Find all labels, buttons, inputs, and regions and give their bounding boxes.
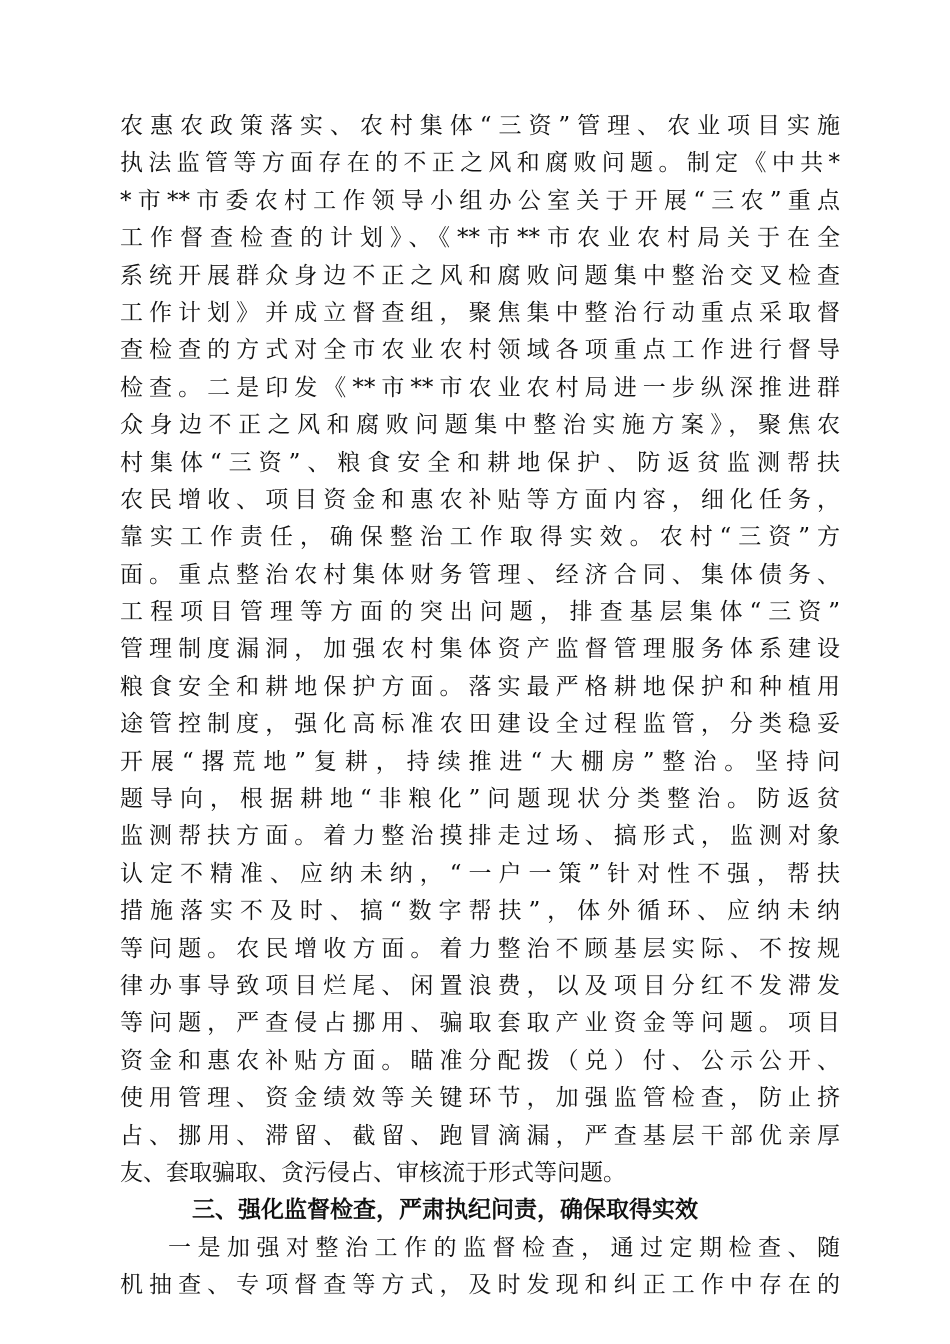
paragraph-line: 工程项目管理等方面的突出问题，排查基层集体“三资” [120,599,840,626]
paragraph-line: 途管控制度，强化高标准农田建设全过程监管，分类稳妥 [120,711,840,738]
paragraph-line: 系统开展群众身边不正之风和腐败问题集中整治交叉检查 [120,262,840,289]
paragraph-line: 执法监管等方面存在的不正之风和腐败问题。制定《中共* [120,150,840,177]
paragraph-line: 众身边不正之风和腐败问题集中整治实施方案》，聚焦农 [120,412,840,439]
paragraph-line: 资金和惠农补贴方面。瞄准分配拨（兑）付、公示公开、 [120,1047,840,1074]
paragraph-line: 等问题。农民增收方面。着力整治不顾基层实际、不按规 [120,935,840,962]
document-body [120,108,840,1305]
paragraph-line: 题导向，根据耕地“非粮化”问题现状分类整治。防返贫 [120,786,840,813]
paragraph-line: 机抽查、专项督查等方式，及时发现和纠正工作中存在的 [120,1272,840,1299]
paragraph-line: 占、挪用、滞留、截留、跑冒滴漏，严查基层干部优亲厚 [120,1122,840,1149]
paragraph-line: 面。重点整治农村集体财务管理、经济合同、集体债务、 [120,561,840,588]
paragraph-line: 律办事导致项目烂尾、闲置浪费，以及项目分红不发滞发 [120,972,840,999]
paragraph-line: 粮食安全和耕地保护方面。落实最严格耕地保护和种植用 [120,673,840,700]
paragraph-line: 农惠农政策落实、农村集体“三资”管理、农业项目实施 [120,113,840,139]
section-heading: 三、强化监督检查，严肃执纪问责，确保取得实效 [192,1197,698,1224]
paragraph-line: 工作计划》并成立督查组，聚焦集中整治行动重点采取督 [120,299,840,326]
paragraph-line: 友、套取骗取、贪污侵占、审核流于形式等问题。 [120,1159,626,1186]
paragraph-line: *市**市委农村工作领导小组办公室关于开展“三农”重点 [120,187,840,214]
paragraph-line: 村集体“三资”、粮食安全和耕地保护、防返贫监测帮扶 [120,449,840,476]
paragraph-line: 监测帮扶方面。着力整治摸排走过场、搞形式，监测对象 [120,823,840,850]
paragraph-line: 管理制度漏洞，加强农村集体资产监督管理服务体系建设 [120,636,840,663]
paragraph-line: 靠实工作责任，确保整治工作取得实效。农村“三资”方 [120,524,840,551]
paragraph-line: 开展“撂荒地”复耕，持续推进“大棚房”整治。坚持问 [120,748,840,775]
paragraph-line: 一是加强对整治工作的监督检查，通过定期检查、随 [168,1234,840,1261]
paragraph-line: 认定不精准、应纳未纳，“一户一策”针对性不强，帮扶 [120,860,840,887]
paragraph-line: 查检查的方式对全市农业农村领域各项重点工作进行督导 [120,337,840,364]
paragraph-line: 工作督查检查的计划》、《**市**市农业农村局关于在全 [120,225,840,252]
paragraph-line: 检查。二是印发《**市**市农业农村局进一步纵深推进群 [120,374,840,401]
paragraph-line: 措施落实不及时、搞“数字帮扶”，体外循环、应纳未纳 [120,898,840,925]
paragraph-line: 农民增收、项目资金和惠农补贴等方面内容，细化任务， [120,486,840,513]
paragraph-line: 等问题，严查侵占挪用、骗取套取产业资金等问题。项目 [120,1010,840,1037]
paragraph-line: 使用管理、资金绩效等关键环节，加强监管检查，防止挤 [120,1085,840,1112]
